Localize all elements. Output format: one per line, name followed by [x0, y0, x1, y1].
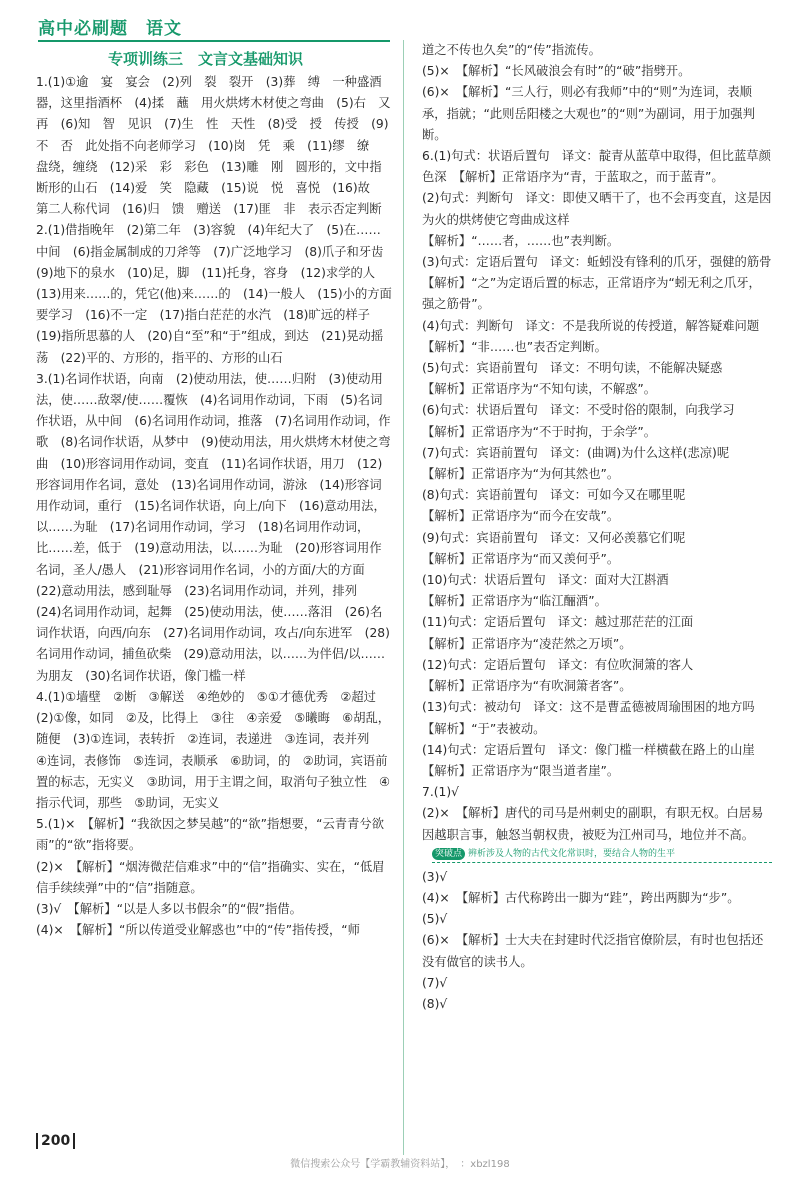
header-rule	[38, 40, 390, 42]
answer-item: 【解析】“……者，……也”表判断。	[422, 233, 620, 248]
answer-item: 【解析】正常语序为“凌茫然之万顷”。	[422, 636, 632, 651]
answer-item: 【解析】正常语序为“为何其然也”。	[422, 467, 620, 482]
section-title: 专项训练三 文言文基础知识	[108, 50, 304, 68]
answer-item: (2)× 【解析】“烟涛微茫信难求”中的“信”指确实、实在，“低眉信手续续弹”中的“信”指随意。	[36, 859, 385, 895]
answer-item: 3.(1)名词作状语，向南 (2)使动用法，使……归附 (3)使动用法，使……敌翠/使……覆恢 (4)名词用作动词，下雨 (5)名词作状语，从中间 (6)名词用作动词，推落 (7)名词用作动词，作歌 (8)名词作状语，从梦中 (9)使动用法，用火烘烤木材使之弯曲 (10)形容词用作动词，变直 (11)名词作状语，用刀 (12)形容词用作名词，意处 (13)名词用作动词，游泳 (14)形容词用作动词，重行 (15)名词作状语，向上/向下 (16)意动用法，以……为耻 (17)名词用作动词，学习 (18)名词用作动词，比……差，低于 (19)意动用法，以……为耻 (20)形容词用作名词，圣人/愚人 (21)形容词用作名词，小的方面/大的方面 (22)意动用法，感到耻辱 (23)名词用作动词，并列，排列 (24)名词用作动词，起舞 (25)使动用法，使……落泪 (26)名词作状语，向西/向东 (27)名词用作动词，攻占/向东进军 (28)名词用作动词，捕鱼砍柴 (29)意动用法，以……为伴侣/以……为朋友 (30)名词作状语，像门槛一样	[36, 371, 391, 683]
answer-item: (5)句式：宾语前置句 译文：不明句读，不能解决疑惑	[422, 361, 723, 376]
answer-item: 【解析】正常语序为“而又羡何乎”。	[422, 551, 620, 566]
answer-item: 4.(1)①墙壁 ②断 ③解送 ④绝妙的 ⑤①才德优秀 ②超过 (2)①像，如同 ②及，比得上 ③往 ④亲爱 ⑤曦晦 ⑥胡乱，随便 (3)①连词，表转折 ②连词，表递进 ③连词，表并列 ④连词，表修饰 ⑤连词，表顺承 ⑥助词，的 ②助词，宾语前置的标志，无实义 ③助词，用于主谓之间，取消句子独立性 ④指示代词，那些 ⑤助词，无实义	[36, 689, 391, 810]
answer-item: 【解析】正常语序为“不知句读，不解惑”。	[422, 382, 657, 397]
answer-item: (5)× 【解析】“长风破浪会有时”的“破”指劈开。	[422, 64, 691, 79]
answer-item: 【解析】正常语序为“临江酾酒”。	[422, 594, 607, 609]
answer-item: (2)句式：判断句 译文：即使又晒干了，也不会再变直，这是因为火的烘烤使它弯曲成这样	[422, 191, 772, 227]
tip-box	[432, 848, 772, 863]
answer-item: (7)句式：宾语前置句 译文：(曲调)为什么这样(悲凉)呢	[422, 445, 730, 460]
tip-text: 辨析涉及人物的古代文化常识时，要结合人物的生平	[468, 848, 676, 859]
answer-item: 【解析】正常语序为“不于时拘，于余学”。	[422, 424, 657, 439]
answer-item: (4)句式：判断句 译文：不是我所说的传授道，解答疑难问题 【解析】“非……也”表否定判断。	[422, 318, 772, 354]
answer-item: (8)√	[422, 996, 448, 1011]
answer-item: 【解析】正常语序为“有吹洞箫者客”。	[422, 679, 632, 694]
answer-item: (13)句式：被动句 译文：这不是曹孟德被周瑜围困的地方吗 【解析】“于”表被动。	[422, 700, 767, 736]
answer-item: (3)句式：定语后置句 译文：蚯蚓没有锋利的爪牙，强健的筋骨 【解析】“之”为定语后置的标志，正常语序为“蚓无利之爪牙，强之筋骨”。	[422, 255, 784, 312]
column-divider	[403, 40, 404, 1155]
footer-watermark: 微信搜索公众号【学霸教辅资料站】， ：xbzl198	[290, 1159, 510, 1170]
answer-item: 7.(1)√	[422, 785, 459, 800]
answer-item: (5)√	[422, 912, 448, 927]
answer-item: (3)√	[422, 869, 448, 884]
answer-item: (6)× 【解析】士大夫在封建时代泛指官僚阶层，有时也包括还没有做官的读书人。	[422, 933, 764, 969]
answer-item: 【解析】正常语序为“限当道者崖”。	[422, 763, 620, 778]
answer-item: (4)× 【解析】古代称跨出一脚为“跬”，跨出两脚为“步”。	[422, 890, 740, 905]
answer-item: (12)句式：定语后置句 译文：有位吹洞箫的客人	[422, 657, 694, 672]
tip-badge: 突破点	[432, 848, 465, 860]
answer-item: (10)句式：状语后置句 译文：面对大江斟酒	[422, 573, 669, 588]
answer-item: (11)句式：定语后置句 译文：越过那茫茫的江面	[422, 615, 694, 630]
answer-item: (8)句式：宾语前置句 译文：可如今又在哪里呢	[422, 488, 686, 503]
answer-item: 6.(1)句式：状语后置句 译文：靛青从蓝草中取得，但比蓝草颜色深 【解析】正常语序为“青，于蓝取之，而于蓝青”。	[422, 149, 771, 185]
answer-item: (9)句式：宾语前置句 译文：又何必羡慕它们呢	[422, 530, 686, 545]
answer-item: (4)× 【解析】“所以传道受业解惑也”中的“传”指传授，“师	[36, 923, 360, 938]
answer-item: 2.(1)借指晚年 (2)第二年 (3)容貌 (4)年纪大了 (5)在……中间 (6)指金属制成的刀斧等 (7)广泛地学习 (8)爪子和牙齿 (9)地下的泉水 (10)足，脚 (11)托身，容身 (12)求学的人 (13)用来……的，凭它(他)来……的 (14)一般人 (15)小的方面要学习 (16)不一定 (17)指白茫茫的水汽 (18)旷远的样子 (19)指所思慕的人 (20)自“至”和“于”组成，到达 (21)晃动摇荡 (22)平的、方形的，指平的、方形的山石	[36, 223, 396, 365]
answer-item: 1.(1)①逾 宴 宴会 (2)列 裂 裂开 (3)葬 缚 一种盛酒器，这里指酒杯 (4)揉 蘸 用火烘烤木材使之弯曲 (5)右 又 再 (6)知 智 见识 (7)生 性 天性 (8)受 授 传授 (9)不 否 此处指不向老师学习 (10)岗 凭 乘 (11)缪 缭 盘绕，缠绕 (12)采 彩 彩色 (13)雕 刚 圆形的，文中指断形的山石 (14)爱 笑 隐藏 (15)说 悦 喜悦 (16)故 第二人称代词 (16)归 馈 赠送 (17)匪 非 表示否定判断	[36, 75, 403, 217]
page-number: 200	[36, 1133, 75, 1149]
answer-item: (7)√	[422, 975, 448, 990]
answer-item: (2)× 【解析】唐代的司马是州刺史的副职，有职无权。白居易因越职言事，触怒当朝权贵，被贬为江州司马，地位并不高。	[422, 806, 764, 842]
answer-item: 5.(1)× 【解析】“我欲因之梦吴越”的“欲”指想要，“云青青兮欲雨”的“欲”指将要。	[36, 817, 384, 853]
answer-item: (3)√ 【解析】“以是人多以书假余”的“假”指借。	[36, 901, 302, 916]
answer-item: 道之不传也久矣”的“传”指流传。	[422, 43, 601, 57]
left-column	[36, 72, 403, 941]
answer-item: (6)× 【解析】“三人行，则必有我师”中的“则”为连词，表顺承，指就；“此则岳阳楼之大观也”的“则”为副词，用于加强判断。	[422, 85, 755, 142]
answer-item: 【解析】正常语序为“而今在安哉”。	[422, 509, 620, 524]
book-header: 高中必刷题 语文	[38, 19, 182, 39]
answer-item: (6)句式：状语后置句 译文：不受时俗的限制，向我学习	[422, 403, 735, 418]
answer-item: (14)句式：定语后置句 译文：像门槛一样横截在路上的山崖	[422, 742, 755, 757]
right-column	[422, 40, 784, 1015]
